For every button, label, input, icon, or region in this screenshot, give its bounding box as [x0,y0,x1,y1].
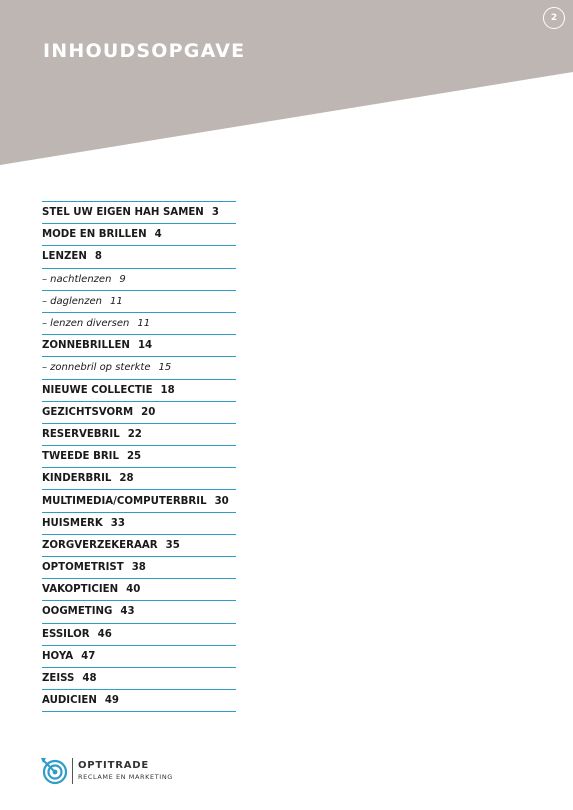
logo-divider [72,758,73,784]
page-number-badge: 2 [543,7,565,29]
toc-entry-title: HUISMERK [42,517,103,529]
toc-entry-title: AUDICIEN [42,695,97,707]
toc-entry-title: KINDERBRIL [42,473,112,485]
toc-subentry [42,291,236,313]
brand-tagline: RECLAME EN MARKETING [78,773,173,781]
page-title: INHOUDSOPGAVE [43,40,246,62]
toc-subentry [42,313,236,335]
toc-entry-page: 47 [81,650,96,662]
toc-entry-page: 15 [158,362,172,374]
toc-entry [42,646,236,668]
toc-entry-page: 43 [120,606,135,618]
toc-entry-page: 3 [211,207,219,219]
toc-entry-title: MULTIMEDIA/COMPUTERBRIL [42,495,207,507]
toc-entry-title: MODE EN BRILLEN [42,229,147,241]
toc-entry-page: 8 [94,251,102,263]
toc-entry-title: VAKOPTICIEN [42,584,119,596]
toc-entry-title: ESSILOR [42,628,90,640]
toc-entry [42,380,236,402]
toc-entry-title: ZONNEBRILLEN [42,340,130,352]
toc-entry [42,446,236,468]
toc-entry [42,246,236,268]
toc-entry [42,535,236,557]
toc-entry-page: 38 [131,562,146,574]
toc-entry [42,513,236,535]
toc-entry-page: 11 [110,295,123,307]
toc-entry-title: LENZEN [42,251,87,263]
header-band [0,0,573,170]
table-of-contents [42,201,236,712]
toc-entry-page: 40 [126,584,141,596]
toc-subentry [42,269,236,291]
toc-entry-title: – lenzen diversen [42,318,130,330]
brand-name: OPTITRADE [78,760,149,771]
toc-entry-page: 9 [119,273,126,285]
toc-entry-page: 33 [110,517,125,529]
toc-entry [42,557,236,579]
toc-entry-page: 20 [141,406,156,418]
toc-entry-title: RESERVEBRIL [42,428,120,440]
toc-entry-title: – daglenzen [42,295,103,307]
toc-entry-title: OOGMETING [42,606,113,618]
toc-entry [42,690,236,712]
toc-entry-page: 22 [127,428,142,440]
toc-entry-title: GEZICHTSVORM [42,406,134,418]
toc-entry [42,335,236,357]
toc-entry-title: HOYA [42,650,74,662]
toc-entry-page: 28 [119,473,134,485]
toc-entry [42,579,236,601]
toc-entry-title: – zonnebril op sterkte [42,362,151,374]
toc-entry-title: NIEUWE COLLECTIE [42,384,153,396]
toc-entry-title: ZEISS [42,673,75,685]
toc-entry [42,424,236,446]
toc-entry-page: 46 [97,628,112,640]
toc-entry-title: – nachtlenzen [42,273,112,285]
toc-entry-title: TWEEDE BRIL [42,451,119,463]
toc-entry [42,490,236,512]
toc-entry [42,668,236,690]
toc-entry-page: 25 [126,451,142,463]
toc-entry-page: 30 [214,495,229,507]
toc-entry-title: OPTOMETRIST [42,562,124,574]
toc-entry [42,224,236,246]
toc-entry-page: 4 [154,229,162,241]
toc-entry-page: 14 [137,340,153,352]
toc-entry-page: 18 [160,384,175,396]
toc-entry-page: 49 [104,695,120,707]
toc-subentry [42,357,236,379]
toc-entry-page: 35 [165,539,180,551]
toc-entry [42,202,236,224]
toc-entry [42,624,236,646]
toc-entry [42,601,236,623]
toc-entry [42,468,236,490]
toc-entry-page: 11 [137,318,151,330]
target-arrow-icon [40,755,68,785]
toc-entry [42,402,236,424]
toc-entry-title: STEL UW EIGEN HAH SAMEN [42,207,204,219]
toc-entry-page: 48 [82,673,97,685]
toc-entry-title: ZORGVERZEKERAAR [42,539,158,551]
optitrade-logo [40,755,190,787]
